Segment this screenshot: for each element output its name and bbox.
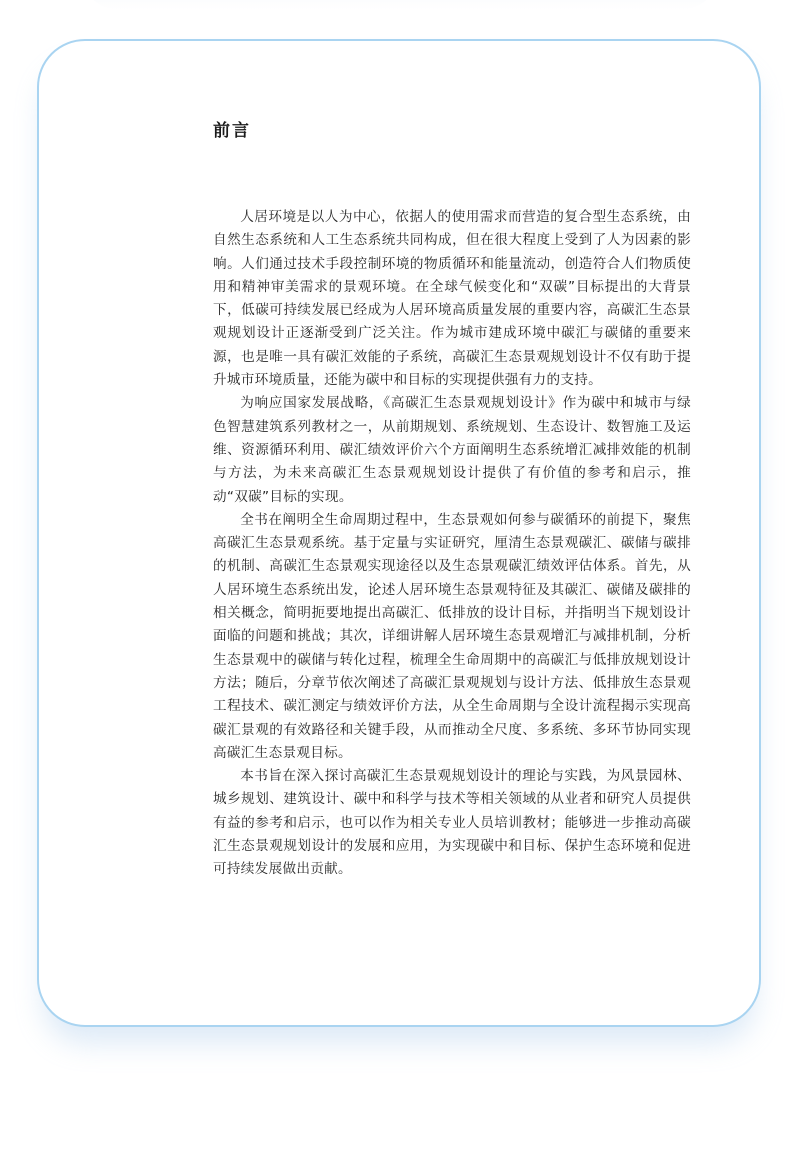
preface-paragraph-2: 为响应国家发展战略，《高碳汇生态景观规划设计》作为碳中和城市与绿色智慧建筑系列教材之一，从前期规划、系统规划、生态设计、数智施工及运维、资源循环利用、碳汇绩效评价六个方面阐明生态系统增汇减排效能的机制与方法，为未来高碳汇生态景观规划设计提供了有价值的参考和启示，推动“双碳”目标的实现。 xyxy=(213,395,691,505)
preface-paragraph-1: 人居环境是以人为中心，依据人的使用需求而营造的复合型生态系统，由自然生态系统和人工生态系统共同构成，但在很大程度上受到了人为因素的影响。人们通过技术手段控制环境的物质循环和能量流动，创造符合人们物质使用和精神审美需求的景观环境。在全球气候变化和“双碳”目标提出的大背景下，低碳可持续发展已经成为人居环境高质量发展的重要内容，高碳汇生态景观规划设计正逐渐受到广泛关注。作为城市建成环境中碳汇与碳储的重要来源，也是唯一具有碳汇效能的子系统，高碳汇生态景观规划设计不仅有助于提升城市环境质量，还能为碳中和目标的实现提供强有力的支持。 xyxy=(213,209,691,389)
top-shadow-decoration xyxy=(80,0,720,10)
preface-paragraph-4: 本书旨在深入探讨高碳汇生态景观规划设计的理论与实践，为风景园林、城乡规划、建筑设计、碳中和科学与技术等相关领域的从业者和研究人员提供有益的参考和启示，也可以作为相关专业人员培训教材；能够进一步推动高碳汇生态景观规划设计的发展和应用，为实现碳中和目标、保护生态环境和促进可持续发展做出贡献。 xyxy=(213,768,691,878)
preface-heading: 前言 xyxy=(213,121,251,141)
preface-body xyxy=(213,206,691,882)
preface-paragraph-3: 全书在阐明全生命周期过程中，生态景观如何参与碳循环的前提下，聚焦高碳汇生态景观系统。基于定量与实证研究，厘清生态景观碳汇、碳储与碳排的机制、高碳汇生态景观实现途径以及生态景观碳汇绩效评估体系。首先，从人居环境生态系统出发，论述人居环境生态景观特征及其碳汇、碳储及碳排的相关概念，简明扼要地提出高碳汇、低排放的设计目标，并指明当下规划设计面临的问题和挑战；其次，详细讲解人居环境生态景观增汇与减排机制，分析生态景观中的碳储与转化过程，梳理全生命周期中的高碳汇与低排放规划设计方法；随后，分章节依次阐述了高碳汇景观规划与设计方法、低排放生态景观工程技术、碳汇测定与绩效评价方法，从全生命周期与全设计流程揭示实现高碳汇景观的有效路径和关键手段，从而推动全尺度、多系统、多环节协同实现高碳汇生态景观目标。 xyxy=(213,511,691,761)
